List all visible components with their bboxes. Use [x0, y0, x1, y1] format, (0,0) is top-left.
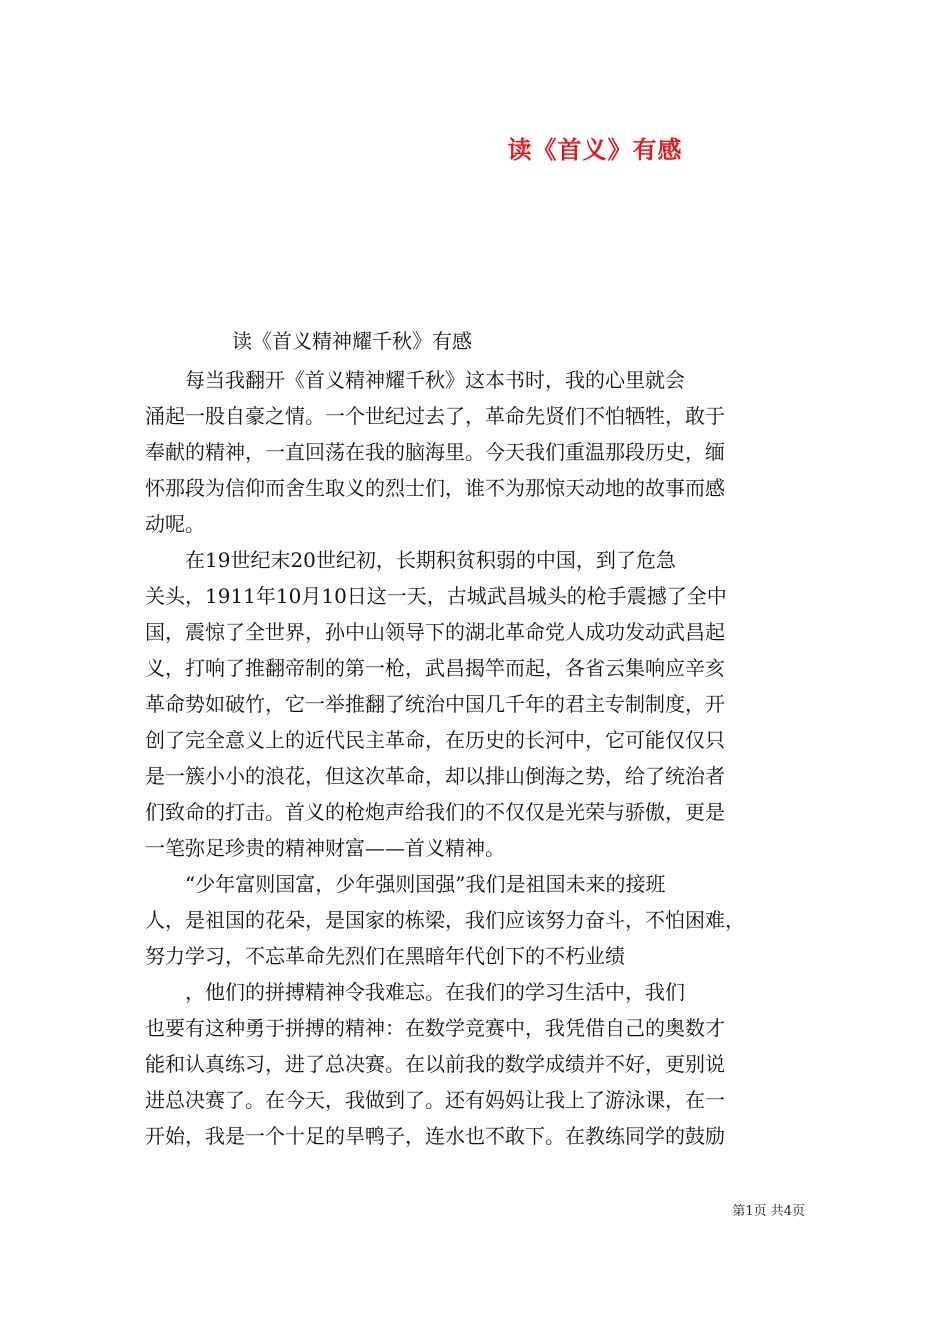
body-line: 怀那段为信仰而舍生取义的烈士们，谁不为那惊天动地的故事而感 [145, 476, 725, 500]
body-line: 革命势如破竹，它一举推翻了统治中国几千年的君主专制制度，开 [145, 692, 725, 716]
article-subtitle: 读《首义精神耀千秋》有感 [232, 329, 472, 353]
body-line: 每当我翻开《首义精神耀千秋》这本书时，我的心里就会 [145, 368, 685, 392]
body-line: 能和认真练习，进了总决赛。在以前我的数学成绩并不好，更别说 [145, 1052, 725, 1076]
page-title: 读《首义》有感 [507, 135, 683, 164]
body-line: 是一簇小小的浪花，但这次革命，却以排山倒海之势，给了统治者 [145, 764, 725, 788]
body-line: 开始，我是一个十足的旱鸭子，连水也不敢下。在教练同学的鼓励 [145, 1124, 725, 1148]
body-line: 一笔弥足珍贵的精神财富——首义精神。 [145, 836, 505, 860]
body-line: ，他们的拼搏精神令我难忘。在我们的学习生活中，我们 [145, 980, 685, 1004]
body-line: 涌起一股自豪之情。一个世纪过去了，革命先贤们不怕牺牲，敢于 [145, 404, 725, 428]
body-line: 在19世纪末20世纪初，长期积贫积弱的中国，到了危急 [145, 548, 676, 572]
body-line: 努力学习，不忘革命先烈们在黑暗年代创下的不朽业绩 [145, 944, 625, 968]
body-line: 人，是祖国的花朵，是国家的栋梁，我们应该努力奋斗，不怕困难， [145, 908, 745, 932]
body-line: 义，打响了推翻帝制的第一枪，武昌揭竿而起，各省云集响应辛亥 [145, 656, 725, 680]
body-line: “少年富则国富，少年强则国强”我们是祖国未来的接班 [145, 872, 666, 896]
page-number-footer: 第1页 共4页 [732, 1204, 805, 1219]
body-line: 国，震惊了全世界，孙中山领导下的湖北革命党人成功发动武昌起 [145, 620, 725, 644]
body-line: 创了完全意义上的近代民主革命，在历史的长河中，它可能仅仅只 [145, 728, 725, 752]
body-line: 们致命的打击。首义的枪炮声给我们的不仅仅是光荣与骄傲，更是 [145, 800, 725, 824]
body-line: 也要有这种勇于拼搏的精神：在数学竞赛中，我凭借自己的奥数才 [145, 1016, 725, 1040]
body-line: 关头，1911年10月10日这一天，古城武昌城头的枪手震撼了全中 [145, 584, 727, 608]
body-line: 奉献的精神，一直回荡在我的脑海里。今天我们重温那段历史，缅 [145, 440, 725, 464]
body-line: 进总决赛了。在今天，我做到了。还有妈妈让我上了游泳课，在一 [145, 1088, 725, 1112]
body-line: 动呢。 [145, 512, 205, 536]
